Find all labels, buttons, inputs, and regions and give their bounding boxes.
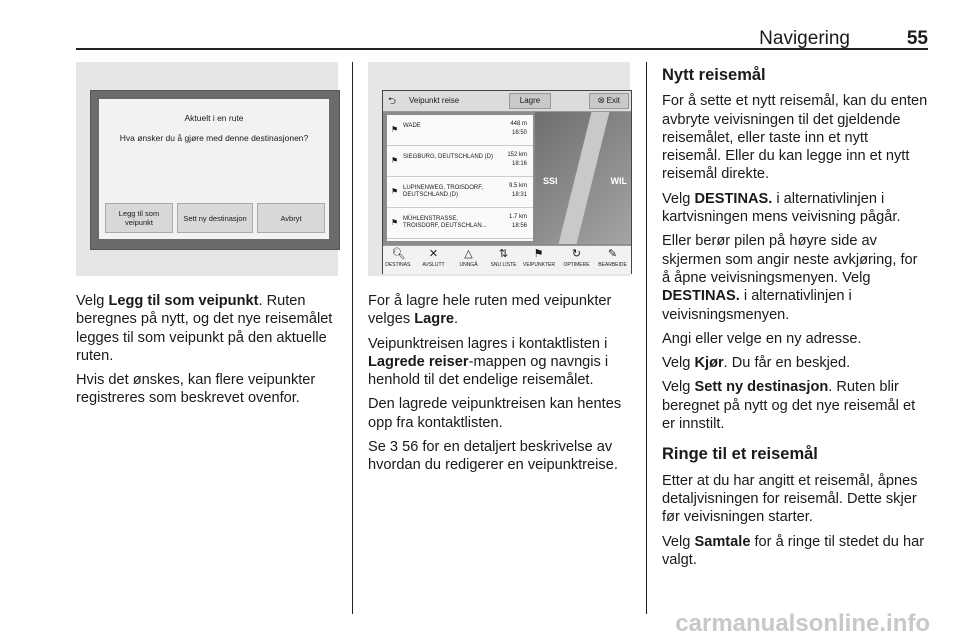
- avoid-icon: △: [464, 248, 473, 260]
- section-title: Navigering: [759, 28, 850, 49]
- menu-label: VEIPUNKTER: [523, 262, 555, 268]
- menu-term: DESTINAS.: [662, 288, 740, 305]
- waypoint-distance: 152 km: [507, 152, 527, 158]
- search-icon: 🔍︎: [391, 248, 406, 260]
- exit-icon: ⭙: [598, 96, 605, 105]
- paragraph: Etter at du har angitt et reisemål, åpnes detaljvisningen for reisemål. Dette skjer før veivisningen starter.: [662, 472, 918, 526]
- save-button[interactable]: Lagre: [509, 93, 551, 109]
- trip-title: Veipunkt reise: [409, 96, 460, 105]
- menu-bearbeide[interactable]: [597, 246, 628, 268]
- map-label-2: WIL: [610, 176, 627, 186]
- optimize-icon: ↻: [571, 248, 582, 260]
- map-view[interactable]: [535, 112, 631, 244]
- waypoint-distance: 9.5 km: [508, 183, 527, 189]
- cancel-button[interactable]: Avbryt: [257, 203, 325, 233]
- paragraph: Velg DESTINAS. i alternativlinjen i kartvisningen mens veivisning pågår.: [662, 190, 901, 226]
- page-header: [76, 24, 928, 50]
- paragraph: Velg Sett ny destinasjon. Ruten blir beregnet på nytt og det nye reisemål et er innstilt.: [662, 379, 916, 433]
- dialog-question: Hva ønsker du å gjøre med denne destinasjonen?: [119, 133, 309, 143]
- destination-flag-icon: ⚑: [391, 218, 399, 227]
- column-2-text: [368, 292, 634, 481]
- end-route-icon: ✕: [428, 248, 439, 260]
- waypoint-time: 18:31: [511, 192, 527, 198]
- waypoint-row[interactable]: [387, 177, 533, 208]
- paragraph: For å sette et nytt reisemål, kan du enten avbryte veivisningen til det gjeldende reisemålet, eller taste inn et nytt reisemål. Eller du kan legge inn et nytt reisemål direkte.: [662, 93, 928, 183]
- menu-label: DESTINAS.: [385, 262, 412, 268]
- menu-term: Lagre: [414, 311, 454, 328]
- waypoint-name: LUPINENWEG, TROISDORF, DEUTSCHLAND (D): [403, 185, 483, 198]
- waypoint-name: WADE: [403, 123, 421, 129]
- back-arrow-icon[interactable]: ⮌: [388, 96, 397, 107]
- column-divider-1: [352, 62, 353, 614]
- waypoint-name: SIEGBURG, DEUTSCHLAND (D): [403, 154, 494, 160]
- paragraph: Eller berør pilen på høyre side av skjermen som angir neste avkjøring, for å åpne veivisningsmenyen. Velg DESTINAS. i alternativlinjen i veivisningsmenyen.: [662, 233, 918, 323]
- menu-label: OPTIMERE: [563, 262, 590, 268]
- menu-snu-liste[interactable]: [488, 246, 519, 268]
- paragraph: Angi eller velge en ny adresse.: [662, 330, 862, 347]
- column-1-text: [76, 292, 340, 414]
- waypoint-icon: ⚑: [391, 156, 399, 165]
- dialog-box: [99, 99, 329, 239]
- waypoint-list: [387, 115, 533, 241]
- map-label-1: SSI: [543, 176, 558, 186]
- paragraph: Velg Legg til som veipunkt. Ruten beregnes på nytt, og det nye reisemålet legges til som veipunkt på den aktuelle ruten.: [76, 293, 333, 364]
- exit-label: Exit: [606, 96, 620, 105]
- menu-unnga[interactable]: [453, 246, 484, 268]
- waypoint-row[interactable]: [387, 115, 533, 146]
- nav-screen: [382, 90, 632, 274]
- paragraph: Velg Samtale for å ringe til stedet du har valgt.: [662, 533, 925, 568]
- reverse-list-icon: ⇅: [498, 248, 509, 260]
- menu-label: SNU LISTE: [490, 262, 517, 268]
- paragraph: Hvis det ønskes, kan flere veipunkter registreres som beskrevet ovenfor.: [76, 372, 316, 407]
- menu-veipunkter[interactable]: [523, 246, 554, 268]
- menu-term: Sett ny destinasjon: [694, 379, 829, 396]
- waypoint-time: 16:50: [511, 130, 527, 136]
- edit-icon: ✎: [607, 248, 618, 260]
- watermark: carmanualsonline.info: [675, 610, 930, 637]
- figure-dialog: [76, 62, 338, 276]
- add-waypoint-button[interactable]: Legg til som veipunkt: [105, 203, 173, 233]
- nav-top-bar: [383, 91, 631, 112]
- page-number: 55: [906, 28, 928, 49]
- paragraph: For å lagre hele ruten med veipunkter velges Lagre.: [368, 293, 612, 328]
- waypoint-row[interactable]: [387, 208, 533, 239]
- waypoints-icon: ⚑: [533, 248, 544, 260]
- menu-avslutt[interactable]: [418, 246, 449, 268]
- column-divider-2: [646, 62, 647, 614]
- map-road: [559, 112, 610, 244]
- paragraph[interactable]: Se 3 56 for en detaljert beskrivelse av hvordan du redigerer en veipunktreise.: [368, 439, 618, 474]
- menu-label: UNNGÅ: [459, 262, 478, 268]
- menu-term: DESTINAS.: [694, 190, 773, 207]
- paragraph: Den lagrede veipunktreisen kan hentes opp fra kontaktlisten.: [368, 396, 622, 431]
- figure-waypoint-trip: [368, 62, 630, 276]
- set-new-destination-button[interactable]: Sett ny destinasjon: [177, 203, 253, 233]
- menu-term: Kjør: [694, 355, 724, 372]
- column-3-text: [662, 66, 928, 575]
- waypoint-row[interactable]: [387, 146, 533, 177]
- menu-optimere[interactable]: [561, 246, 592, 268]
- menu-term: Legg til som veipunkt: [108, 293, 259, 309]
- waypoint-icon: ⚑: [391, 125, 399, 134]
- waypoint-distance: 448 m: [510, 121, 527, 127]
- heading-call-destination: Ringe til et reisemål: [662, 445, 818, 464]
- waypoint-time: 18:16: [511, 161, 527, 167]
- menu-label: BEARBEIDE: [598, 262, 627, 268]
- waypoint-icon: ⚑: [391, 187, 399, 196]
- menu-label: AVSLUTT: [422, 262, 445, 268]
- paragraph: Velg Kjør. Du får en beskjed.: [662, 355, 851, 372]
- dialog-screen: [90, 90, 340, 250]
- waypoint-distance: 1.7 km: [508, 214, 527, 220]
- menu-term: Samtale: [694, 533, 751, 550]
- menu-destinas[interactable]: [383, 246, 414, 268]
- heading-new-destination: Nytt reisemål: [662, 66, 766, 84]
- dialog-title: Aktuelt i en rute: [184, 113, 244, 123]
- waypoint-name: MÜHLENSTRASSE, TROISDORF, DEUTSCHLAN...: [403, 216, 487, 229]
- menu-term: Lagrede reiser: [368, 353, 469, 370]
- paragraph: Veipunktreisen lagres i kontaktlisten i Lagrede reiser-mappen og navngis i henhold til det endelige reisemålet.: [368, 335, 609, 389]
- option-bar: [383, 245, 631, 274]
- waypoint-time: 18:56: [511, 223, 527, 229]
- exit-button[interactable]: [589, 93, 629, 109]
